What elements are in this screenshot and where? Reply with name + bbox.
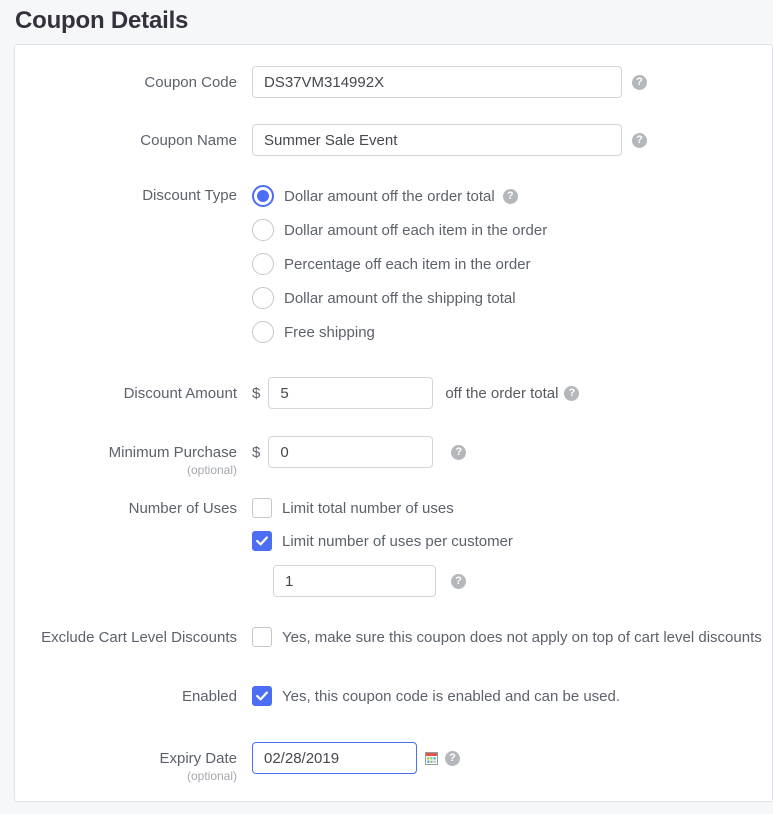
limit-total-uses-option[interactable] <box>252 498 772 518</box>
enabled-row <box>15 686 772 707</box>
checkbox-icon[interactable] <box>252 686 272 706</box>
coupon-name-row <box>15 124 772 156</box>
radio-option-shipping-total[interactable] <box>252 287 772 309</box>
radio-option-label: Dollar amount off each item in the order <box>284 221 548 239</box>
checkbox-option-label: Limit number of uses per customer <box>282 532 513 550</box>
minimum-purchase-row <box>15 436 772 477</box>
help-icon[interactable] <box>445 751 460 766</box>
check-icon <box>256 691 268 701</box>
checkbox-option-label: Limit total number of uses <box>282 499 454 517</box>
radio-option-free-shipping[interactable] <box>252 321 772 343</box>
radio-button-icon[interactable] <box>252 287 274 309</box>
enabled-label: Enabled <box>181 688 237 705</box>
enabled-option[interactable] <box>252 686 772 706</box>
checkbox-option-label: Yes, make sure this coupon does not apply on top of cart level discounts <box>282 628 762 646</box>
help-icon[interactable] <box>451 574 466 589</box>
currency-symbol: $ <box>252 443 261 461</box>
help-icon[interactable] <box>451 445 466 460</box>
limit-per-customer-option[interactable] <box>252 531 772 551</box>
help-icon[interactable] <box>564 386 579 401</box>
discount-amount-suffix: off the order total <box>445 384 559 402</box>
help-icon[interactable] <box>632 75 647 90</box>
radio-option-label: Percentage off each item in the order <box>284 255 531 273</box>
discount-type-row <box>15 185 772 343</box>
calendar-icon[interactable] <box>425 752 438 765</box>
radio-option-order-total[interactable] <box>252 185 772 207</box>
currency-symbol: $ <box>252 384 261 402</box>
uses-per-customer-input[interactable] <box>273 565 436 597</box>
checkbox-icon[interactable] <box>252 531 272 551</box>
minimum-purchase-label: Minimum Purchase (optional) <box>108 444 237 477</box>
radio-button-icon[interactable] <box>252 321 274 343</box>
radio-button-icon[interactable] <box>252 253 274 275</box>
radio-button-icon[interactable] <box>252 185 274 207</box>
coupon-code-row <box>15 66 772 98</box>
discount-amount-row <box>15 377 772 409</box>
radio-button-icon[interactable] <box>252 219 274 241</box>
exclude-cart-discounts-label: Exclude Cart Level Discounts <box>41 629 237 646</box>
coupon-code-label: Coupon Code <box>144 74 237 91</box>
expiry-date-label: Expiry Date (optional) <box>159 750 237 783</box>
help-icon[interactable] <box>632 133 647 148</box>
discount-type-label: Discount Type <box>142 187 237 204</box>
exclude-cart-discounts-option[interactable] <box>252 627 772 647</box>
discount-amount-label: Discount Amount <box>123 385 237 402</box>
radio-option-percentage[interactable] <box>252 253 772 275</box>
expiry-date-input[interactable] <box>252 742 417 774</box>
page-title: Coupon Details <box>15 7 189 34</box>
check-icon <box>256 536 268 546</box>
number-of-uses-row <box>15 498 772 597</box>
checkbox-icon[interactable] <box>252 498 272 518</box>
discount-amount-input[interactable] <box>268 377 433 409</box>
help-icon[interactable] <box>503 189 518 204</box>
minimum-purchase-input[interactable] <box>268 436 433 468</box>
checkbox-icon[interactable] <box>252 627 272 647</box>
coupon-name-input[interactable] <box>252 124 622 156</box>
number-of-uses-label: Number of Uses <box>128 500 237 517</box>
radio-option-label: Free shipping <box>284 323 375 341</box>
coupon-code-input[interactable] <box>252 66 622 98</box>
coupon-name-label: Coupon Name <box>140 132 237 149</box>
radio-option-label: Dollar amount off the order total <box>284 187 495 205</box>
radio-option-label: Dollar amount off the shipping total <box>284 289 516 307</box>
radio-option-each-item[interactable] <box>252 219 772 241</box>
exclude-cart-discounts-row <box>15 627 772 648</box>
expiry-date-row <box>15 742 772 783</box>
checkbox-option-label: Yes, this coupon code is enabled and can be used. <box>282 687 621 705</box>
coupon-details-card <box>14 44 773 802</box>
